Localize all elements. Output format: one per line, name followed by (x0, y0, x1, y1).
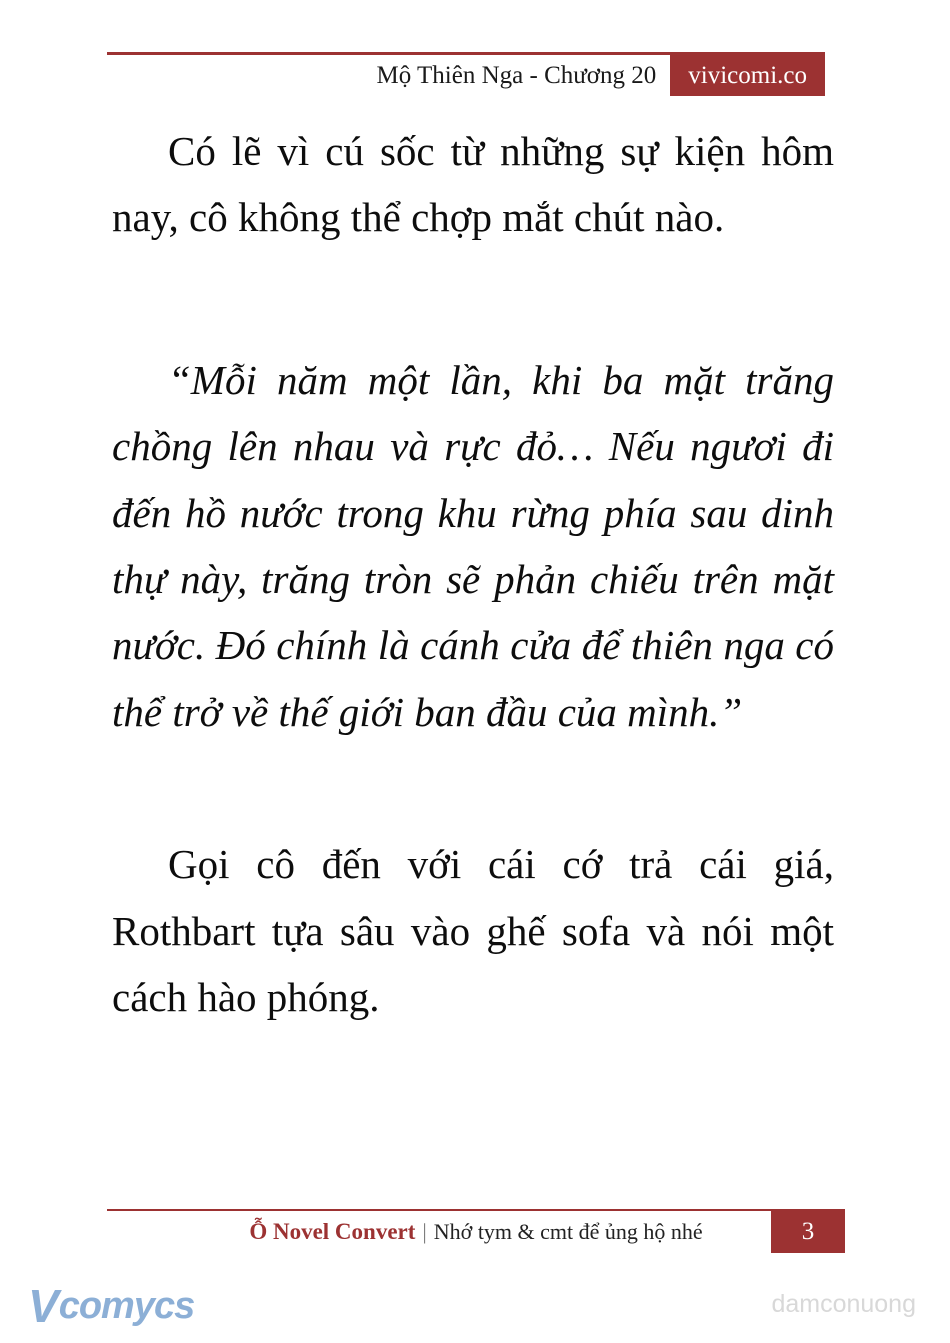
footer-content (107, 1211, 845, 1253)
paragraph-2-quote: “Mỗi năm một lần, khi ba mặt trăng chồng lên nhau và rực đỏ… Nếu ngươi đi đến hồ nước trong khu rừng phía sau dinh thự này, trăng tròn sẽ phản chiếu trên mặt nước. Đó chính là cánh cửa để thiên nga có thể trở về thế giới ban đầu của mình.” (112, 356, 834, 735)
paragraph-3: Gọi cô đến với cái cớ trả cái giá, Rothbart tựa sâu vào ghế sofa và nói một cách hào phóng. (112, 841, 834, 1021)
footer-separator: | (422, 1219, 427, 1244)
page-number: 3 (771, 1211, 845, 1253)
paragraph-spacer-1 (112, 251, 834, 347)
footer-brand: Ỗ Novel Convert (249, 1219, 416, 1244)
watermark-v-icon: V (28, 1280, 59, 1332)
header-content (107, 55, 825, 96)
paragraph-spacer-2 (112, 745, 834, 831)
footer-note: Nhớ tym & cmt để ủng hộ nhé (433, 1219, 703, 1244)
paragraph-1: Có lẽ vì cú sốc từ những sự kiện hôm nay, cô không thể chợp mắt chút nào. (112, 128, 834, 241)
chapter-title: Mộ Thiên Nga - Chương 20 (376, 61, 657, 89)
site-badge: vivicomi.co (670, 55, 825, 96)
page-header (107, 52, 825, 96)
watermark-right-text: damconuong (771, 1290, 916, 1318)
page-footer (107, 1209, 845, 1253)
watermark-left-text: comycs (58, 1285, 195, 1327)
watermark-vcomics (28, 1280, 195, 1332)
page-content (112, 118, 834, 1030)
